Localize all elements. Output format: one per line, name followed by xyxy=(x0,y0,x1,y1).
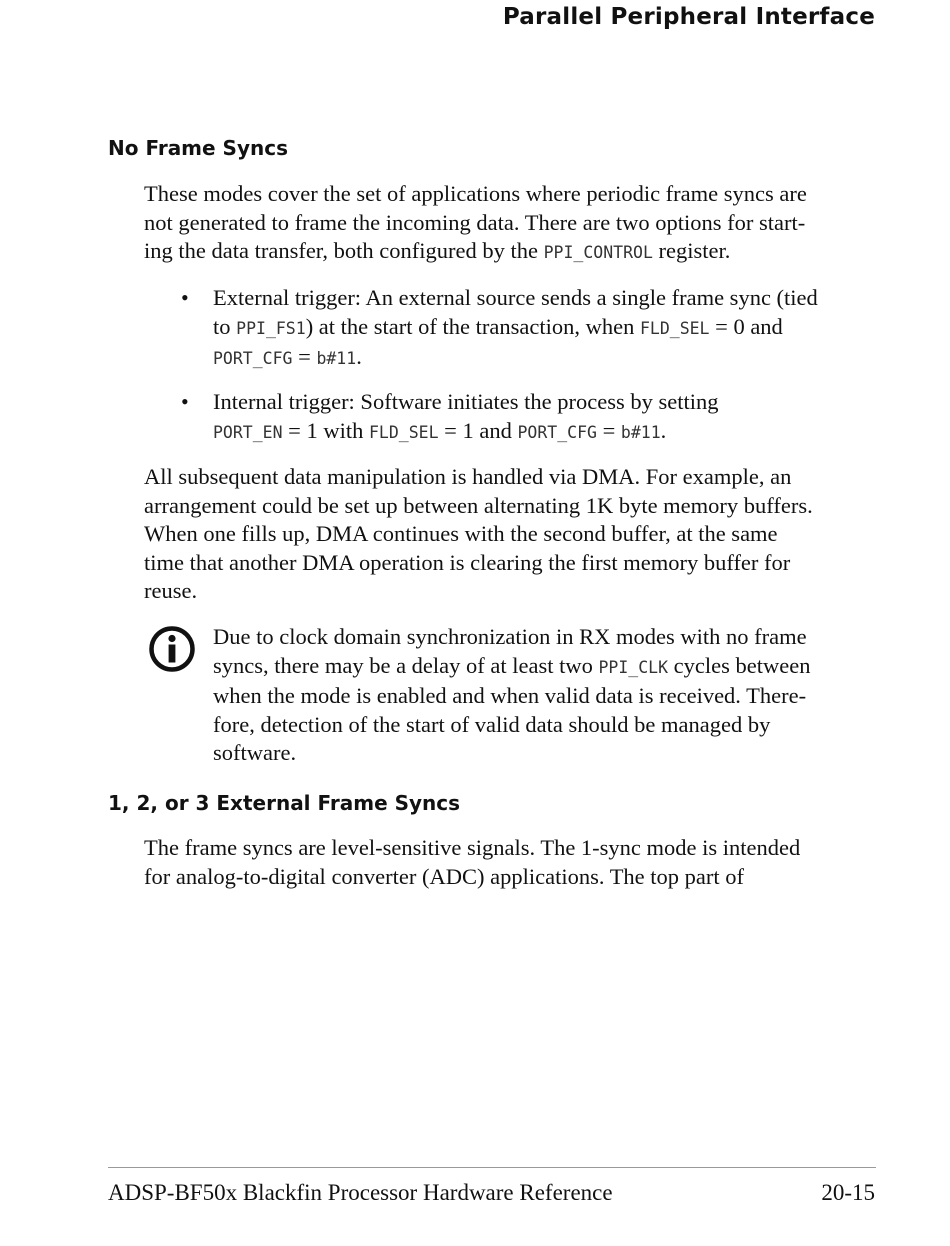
page-number: 20-15 xyxy=(821,1180,875,1205)
dma-line-1: All subsequent data manipulation is handled via DMA. For example, an xyxy=(144,464,792,489)
dma-paragraph xyxy=(144,463,879,606)
intro-line-1: These modes cover the set of applications where periodic frame syncs are xyxy=(144,181,807,206)
footer-divider xyxy=(108,1167,876,1168)
ext-line-2: for analog-to-digital converter (ADC) applications. The top part of xyxy=(144,863,745,889)
intro-line-2: not generated to frame the incoming data. There are two options for start- xyxy=(144,209,806,235)
bullet2-text: = xyxy=(596,417,621,443)
section-heading-external-frame-syncs: 1, 2, or 3 External Frame Syncs xyxy=(108,791,461,815)
bullet-icon: • xyxy=(181,285,189,310)
note-line-1: Due to clock domain synchronization in RX modes with no frame xyxy=(213,624,807,649)
field-name: PORT_CFG xyxy=(213,349,293,368)
note-line-4: fore, detection of the start of valid data should be managed by xyxy=(213,711,771,737)
note-line-3: when the mode is enabled and when valid data is received. There- xyxy=(213,683,807,708)
intro-line-3 xyxy=(144,237,879,268)
dma-line-5: reuse. xyxy=(144,578,198,603)
binary-value: b#11 xyxy=(316,349,357,368)
bullet1-line-1: External trigger: An external source sends a single frame sync (tied xyxy=(213,285,818,310)
ext-line-1: The frame syncs are level-sensitive signals. The 1-sync mode is intended xyxy=(144,835,801,860)
field-name: PORT_EN xyxy=(213,422,283,442)
intro-text: ing the data transfer, both configured by the xyxy=(144,238,544,263)
external-syncs-paragraph xyxy=(144,834,879,891)
bullet1-line-3 xyxy=(213,343,879,374)
dma-line-2: arrangement could be set up between alternating 1K byte memory buffers. xyxy=(144,492,813,518)
note-text-span: syncs, there may be a delay of at least two xyxy=(213,652,599,678)
bullet1-text: to xyxy=(213,313,237,339)
dma-line-3: When one fills up, DMA continues with the second buffer, at the same xyxy=(144,521,778,546)
bullet2-line-1: Internal trigger: Software initiates the process by setting xyxy=(213,389,719,414)
bullet1-text: = 0 and xyxy=(709,313,783,339)
bullet-icon: • xyxy=(181,389,189,414)
binary-value: b#11 xyxy=(620,422,661,442)
bullet1-text: . xyxy=(356,344,362,369)
bullet2-text: = 1 with xyxy=(282,417,369,443)
signal-name: PPI_FS1 xyxy=(236,318,306,338)
bullet1-text: = xyxy=(292,344,317,369)
bullet2-text: . xyxy=(660,417,667,443)
info-icon xyxy=(148,625,196,673)
intro-paragraph xyxy=(144,180,879,268)
bullet2-text: = 1 and xyxy=(438,417,518,443)
bullet2-line-2 xyxy=(213,417,879,448)
field-name: FLD_SEL xyxy=(639,318,710,338)
footer-book-title: ADSP-BF50x Blackfin Processor Hardware Reference xyxy=(108,1180,613,1205)
note-text xyxy=(213,623,879,768)
note-text-span: cycles between xyxy=(668,652,811,678)
intro-text: register. xyxy=(652,238,731,263)
field-name: PORT_CFG xyxy=(517,422,597,442)
list-item xyxy=(213,284,879,374)
list-item xyxy=(213,388,879,447)
field-name: FLD_SEL xyxy=(369,422,439,442)
note-line-5: software. xyxy=(213,740,297,765)
note-line-2 xyxy=(213,652,879,683)
bullet1-line-2 xyxy=(213,313,879,344)
signal-name: PPI_CLK xyxy=(598,657,669,677)
bullet1-text: ) at the start of the transaction, when xyxy=(305,313,640,339)
register-name: PPI_CONTROL xyxy=(543,243,653,262)
running-header: Parallel Peripheral Interface xyxy=(502,4,875,30)
dma-line-4: time that another DMA operation is clearing the first memory buffer for xyxy=(144,549,791,575)
section-heading-no-frame-syncs: No Frame Syncs xyxy=(108,136,288,160)
